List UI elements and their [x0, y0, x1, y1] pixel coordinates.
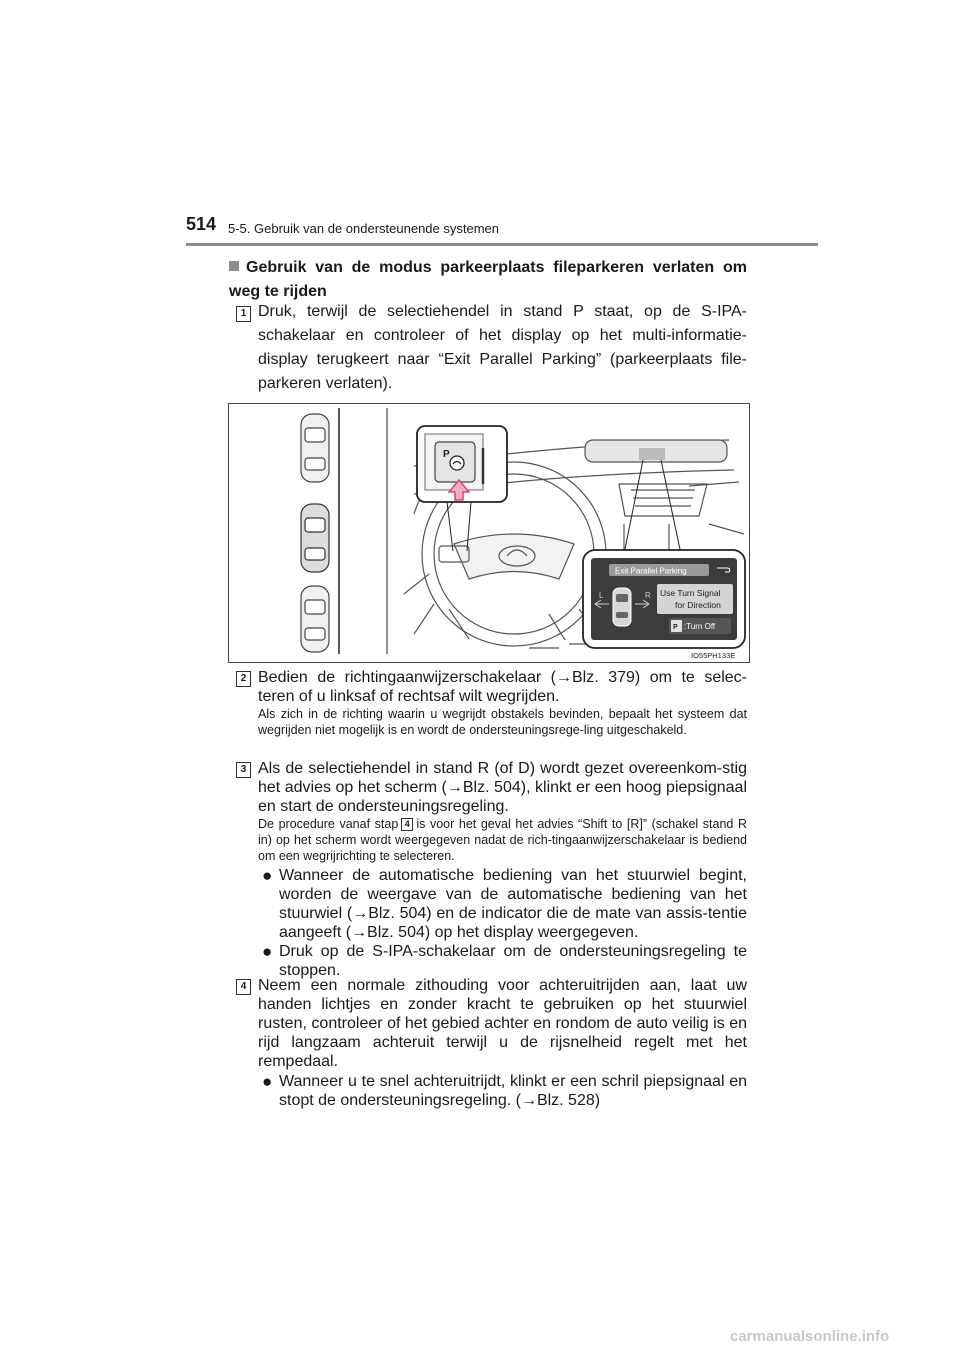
car-icon-top	[301, 414, 329, 482]
step-1-text: Druk, terwijl de selectiehendel in stand P staat, op de S-IPA-schakelaar en controleer of het display op het multi-informatie-display terugkeert naar “Exit Parallel Parking” (parkeerplaats file-parkeren verlaten).	[258, 303, 747, 392]
car-icon-bottom	[301, 586, 329, 652]
figure-code: IO55PH133E	[691, 651, 736, 660]
watermark: carmanualsonline.info	[730, 1328, 890, 1345]
step-3-bullet-2	[262, 942, 747, 980]
screen-left-label: L	[599, 591, 604, 600]
screen-p-label: P	[673, 624, 678, 631]
step-number-3: 3	[236, 762, 251, 778]
bullet-text: Wanneer u te snel achteruitrijdt, klinkt er een schril piepsignaal en stopt de ondersteuningsregeling. (→Blz. 528)	[279, 1073, 747, 1109]
screen-advice-line2: for Direction	[675, 600, 721, 610]
step-3-note-after: is voor het geval het advies “Shift to [R]” (schakel stand R in) op het scherm wordt weergegeven nadat de rich-tingaanwijzerschakelaar is bediend om een wegrijrichting te selecteren.	[258, 817, 748, 863]
screen-turn-off: :Turn Off	[684, 622, 716, 631]
page-number: 514	[186, 214, 217, 234]
step-2-note: Als zich in de richting waarin u wegrijdt obstakels bevinden, bepaalt het systeem dat wegrijden niet mogelijk is en wordt de ondersteuningsrege-ling uitgeschakeld.	[258, 707, 747, 737]
square-bullet-icon	[229, 261, 239, 271]
figure-illustration	[228, 403, 750, 663]
step-4-bullet-1	[262, 1072, 747, 1110]
bullet-dot-icon: ●	[262, 1072, 273, 1091]
s-ipa-switch-callout	[417, 426, 507, 551]
dashboard-illustration	[229, 404, 749, 662]
step-ref-4[interactable]: 4	[401, 818, 413, 831]
bullet-dot-icon: ●	[262, 942, 273, 961]
section-header: 5-5. Gebruik van de ondersteunende systemen	[228, 221, 500, 236]
step-number-2: 2	[236, 671, 251, 687]
multi-information-display	[583, 550, 745, 648]
screen-advice-line1: Use Turn Signal	[660, 588, 721, 598]
step-number-4: 4	[236, 979, 251, 995]
step-3-note	[258, 816, 747, 864]
step-3-bullet-1	[262, 866, 747, 942]
step-4-text: Neem een normale zithouding voor achteruitrijden aan, laat uw handen lichtjes en zonder kracht te gebruiken op het stuurwiel rusten, controleer of het gebied achter en rondom de auto veilig is en rijd langzaam achteruit terwijl u de rijsnelheid regelt met het rempedaal.	[258, 977, 747, 1070]
bullet-text: Druk op de S-IPA-schakelaar om de ondersteuningsregeling te stoppen.	[279, 943, 747, 979]
step-number-1: 1	[236, 306, 251, 322]
section-title-text: Gebruik van de modus parkeerplaats fileparkeren verlaten om weg te rijden	[229, 259, 747, 300]
header-rule	[186, 243, 818, 246]
button-p-label: P	[443, 449, 450, 460]
car-icon-middle	[301, 504, 329, 572]
bullet-text: Wanneer de automatische bediening van het stuurwiel begint, worden de weergave van de automatische bediening van het stuurwiel (→Blz. 504) en de indicator die de mate van assis-tentie aangeeft (→Blz. 504) op het display weergegeven.	[279, 867, 747, 941]
step-2-text: Bedien de richtingaanwijzerschakelaar (→Blz. 379) om te selec-teren of u linksaf of rechtsaf wilt wegrijden.	[258, 669, 747, 705]
step-3-text: Als de selectiehendel in stand R (of D) wordt gezet overeenkom-stig het advies op het scherm (→Blz. 504), klinkt er een hoog piepsignaal en start de ondersteuningsregeling.	[258, 760, 747, 815]
section-title	[229, 256, 747, 304]
step-3-note-before: De procedure vanaf stap	[258, 817, 399, 831]
bullet-dot-icon: ●	[262, 866, 273, 885]
screen-right-label: R	[645, 591, 651, 600]
screen-title: Exit Parallel Parking	[615, 566, 687, 576]
